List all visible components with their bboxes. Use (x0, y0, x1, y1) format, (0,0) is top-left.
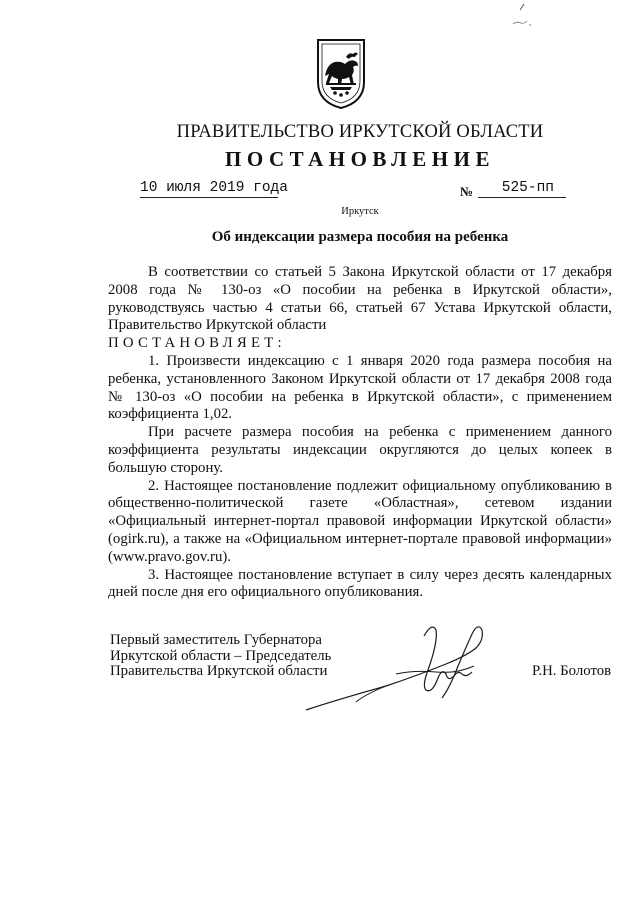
position-line: Первый заместитель Губернатора (110, 632, 322, 648)
resolves-heading: ПОСТАНОВЛЯЕТ: (108, 335, 286, 352)
document-number: 525-пп (478, 180, 566, 198)
position-line: Правительства Иркутской области (110, 663, 328, 679)
document-date: 10 июля 2019 года (140, 180, 288, 196)
preamble-paragraph: В соответствии со статьей 5 Закона Иркутской области от 17 декабря 2008 года № 130-оз «О пособии на ребенка в Иркутской области», руководствуясь частью 4 статьи 66, статьей 67 Устава Иркутской области, Правительство Иркутской области (108, 264, 612, 334)
document-type: ПОСТАНОВЛЕНИЕ (225, 147, 495, 171)
government-name: ПРАВИТЕЛЬСТВО ИРКУТСКОЙ ОБЛАСТИ (176, 122, 544, 142)
item-paragraph: 3. Настоящее постановление вступает в силу через десять календарных дней после дня его официального опубликования. (108, 566, 612, 601)
irkutsk-coat-of-arms-icon (316, 38, 366, 110)
handwritten-signature-icon (296, 612, 520, 716)
item-paragraph: 2. Настоящее постановление подлежит официальному опубликованию в общественно-политической газете «Областная», сетевом издании «Официальный интернет-портал правовой информации Иркутской области» (ogirk.ru), а также на «Официальном интернет-портале правовой информации» (www.pravo.gov.ru). (108, 477, 612, 565)
city: Иркутск (341, 206, 379, 217)
document-body (108, 264, 612, 602)
pen-mark-icon (508, 2, 538, 32)
item-paragraph: При расчете размера пособия на ребенка с применением данного коэффициента результаты индексации округляются до целых копеек в большую сторону. (108, 424, 612, 476)
item-paragraph: 1. Произвести индексацию с 1 января 2020 года размера пособия на ребенка, установленного Законом Иркутской области от 17 декабря 2008 года № 130-оз «О пособии на ребенка в Иркутской области», с применением коэффициента 1,02. (108, 352, 612, 423)
position-line: Иркутской области – Председатель (110, 647, 332, 664)
document-title: Об индексации размера пособия на ребенка (211, 229, 509, 245)
number-sign: № (460, 184, 474, 199)
signatory-name: Р.Н. Болотов (532, 663, 612, 679)
